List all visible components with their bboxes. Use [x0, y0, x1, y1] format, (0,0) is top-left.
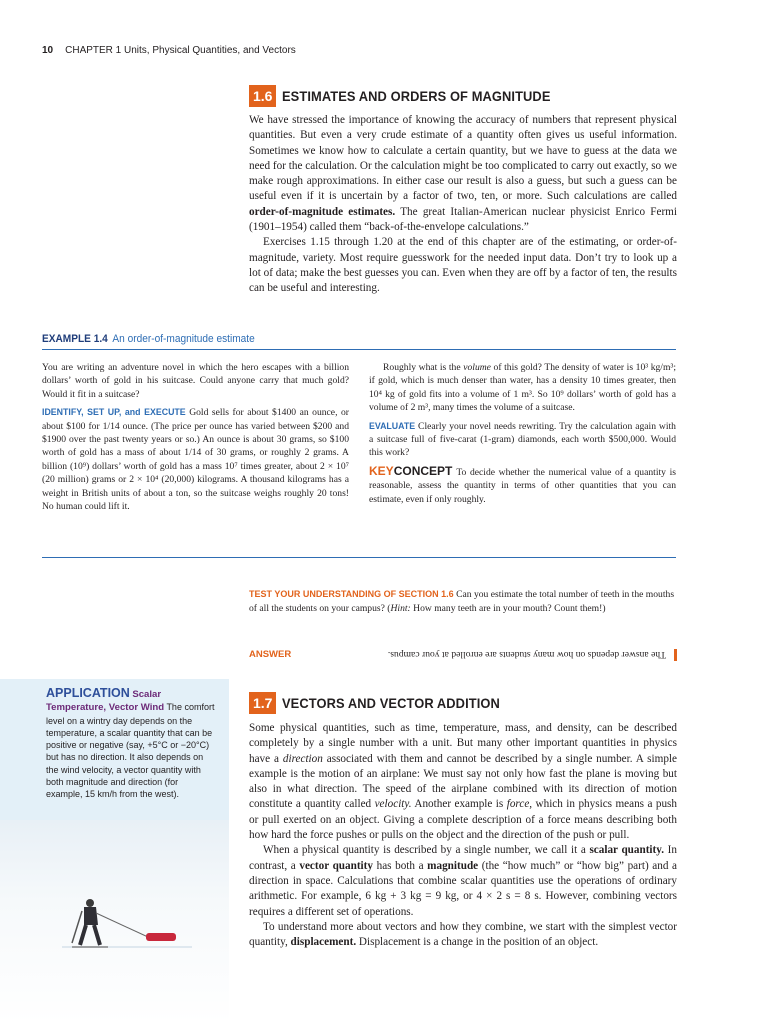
skier-head: [86, 899, 94, 907]
term-bold: scalar quantity.: [589, 844, 665, 857]
sled-rope: [96, 913, 148, 937]
example-label: EXAMPLE 1.4: [42, 333, 108, 345]
text-run: of this gold? The density of water is 10³ kg/m³; if gold, which is much denser than water, has a density 10 times greater, then 10⁴ kg of gold fits into a volume of 1 m³. So 10⁹ dollars’ worth of gold has a volume of 2 m³, many times the volume of a suitcase.: [369, 362, 676, 414]
skier-legs: [80, 925, 100, 945]
red-sled: [146, 933, 176, 941]
application-body: The comfort level on a wintry day depends on the temperature, a scalar quantity that can be positive or negative (say, +5°C or −20°C) but has no direction. It also depends on the wind velocity, a vector quantity with both magnitude and direction (for example, 15 km/h from the west).: [46, 702, 215, 800]
paragraph: [249, 920, 677, 951]
text-run: has both a: [373, 859, 428, 872]
text-run: To understand more about vectors and how they combine, we start with the simplest vector quantity,: [249, 920, 677, 949]
section-1-6-heading: [249, 84, 574, 108]
section-title: ESTIMATES AND ORDERS OF MAGNITUDE: [282, 88, 551, 104]
application-text-block: [46, 687, 216, 801]
evaluate-label: EVALUATE: [369, 420, 416, 431]
step-text: Gold sells for about $1400 an ounce, or about $100 for 1/14 ounce. (The price per ounce has varied between $200 and $1900 over the past twenty years or so.) An ounce is about 30 grams, so $100 worth of gold has a mass of about 1/14 of 30 grams, or roughly 2 grams. A billion (10⁹) dollars’ worth of gold has a mass 10⁷ times greater, about 2 × 10⁷ (20 million) grams or 2 × 10⁴ (20,000) kilograms. A thousand kilograms has a weight in British units of about a ton, so the suitcase weighs roughly 20 tons! No human could lift it.: [42, 407, 349, 513]
term-bold: magnitude: [427, 859, 479, 872]
text-run: Another example is: [411, 798, 507, 811]
volume-paragraph: [369, 361, 676, 415]
section-1-7-body: [249, 721, 677, 950]
evaluate-text: Clearly your novel needs rewriting. Try the calculation again with a suitcase full of five-carat (1-gram) diamonds, each worth $500,000. Would this work?: [369, 420, 676, 459]
example-step-execute: [42, 406, 349, 513]
text-run: When a physical quantity is described by a single number, we call it a: [263, 844, 590, 857]
section-1-6-body: [249, 113, 677, 297]
italic-term: velocity.: [374, 798, 412, 811]
example-top-rule: [42, 349, 676, 350]
page-number: 10: [42, 45, 54, 56]
text-run: (the “how much” or “how big” part) and a direction in space. Calculations that combine scalar quantities use the operations of ordinary arithmetic. For example, 6 kg + 3 kg = 9 kg, or 4 × 2 s = 8 s. However, combining vectors requires a different set of operations.: [249, 859, 677, 918]
term-bold: vector quantity: [299, 859, 373, 872]
application-title-a: Scalar: [132, 689, 162, 700]
text-run: associated with them and cannot be described by a single number. A simple example is the motion of an airplane: We must say not only how fast the plane is moving but also in what direction. The speed of the airplane combined with its direction of motion constitute a quantity called: [249, 752, 677, 811]
application-label: APPLICATION: [46, 686, 130, 700]
italic-term: volume: [463, 362, 491, 373]
term-bold: order-of-magnitude estimates.: [249, 205, 396, 218]
paragraph: [249, 113, 677, 235]
text-run: Some physical quantities, such as time, temperature, mass, and density, can be described completely by a single number with a unit. But many other important quantities in physics have a: [249, 722, 677, 765]
paragraph: Exercises 1.15 through 1.20 at the end of this chapter are of the estimating, or order-of-magnitude, variety. Most require guesswork for the needed input data. Don’t try to look up a lot of data; make the best guesses you can. Even when they are off by a factor of ten, the results can be useful and interesting.: [249, 236, 677, 295]
italic-term: force,: [506, 798, 533, 811]
tyu-text: How many teeth are in your mouth? Count them!): [410, 602, 606, 614]
paragraph: [249, 721, 677, 843]
text-run: Displacement is a change in the position of an object.: [356, 936, 599, 949]
example-heading: [42, 333, 255, 345]
evaluate-paragraph: [369, 420, 676, 460]
polar-skier-photo: [62, 893, 192, 953]
section-title: VECTORS AND VECTOR ADDITION: [282, 695, 501, 711]
upside-down-answer: [355, 649, 677, 661]
step-label: IDENTIFY, SET UP, and EXECUTE: [42, 407, 186, 418]
tyu-text: Can you estimate the total number of teeth in the mouths of all the students on your campus? (: [249, 589, 675, 614]
example-bottom-rule: [42, 557, 676, 558]
example-title: An order-of-magnitude estimate: [112, 333, 255, 345]
section-1-7-heading: [249, 691, 519, 715]
paragraph: [249, 843, 677, 919]
running-header: [42, 45, 296, 56]
italic-term: direction: [282, 752, 323, 765]
text-run: We have stressed the importance of knowing the accuracy of numbers that represent physical quantities. But even a very crude estimate of a quantity often gives us useful information. Sometimes we know how to calculate a certain quantity, but we have to guess at the data we need for the calculation. Or the calculation might be too complicated to carry out exactly, so we make rough approximations. In either case our result is also a guess, but such a guess can be useful even if it is uncertain by a factor of two, ten, or more. Such calculations are called: [249, 114, 677, 203]
text-run: Roughly what is the: [383, 362, 464, 373]
text-run: which in physics means a push or pull exerted on an object. Giving a complete description of a force means describing both how hard the force pushes or pulls on the object and the direction of the push or pull.: [249, 798, 677, 842]
answer-text: The answer depends on how many students are enrolled at your campus.: [387, 649, 666, 661]
running-title: CHAPTER 1 Units, Physical Quantities, and Vectors: [65, 45, 296, 56]
application-title-b: Temperature, Vector Wind: [46, 702, 165, 714]
example-intro: You are writing an adventure novel in which the hero escapes with a billion dollars’ worth of gold in his suitcase. Could anyone carry that much gold? Would it fit in a suitcase?: [42, 362, 349, 400]
key-concept-text: To decide whether the numerical value of a quantity is reasonable, assess the quantity in terms of other quantities that you can estimate, even if only roughly.: [369, 466, 676, 505]
section-number: 1.7: [249, 692, 276, 714]
hint-word: Hint:: [390, 602, 411, 614]
example-left-column: [42, 361, 349, 513]
answer-label: ANSWER: [249, 649, 292, 660]
example-right-column: [369, 361, 676, 506]
section-number: 1.6: [249, 85, 276, 107]
key-concept-key: KEY: [369, 463, 394, 478]
test-your-understanding: [249, 588, 677, 615]
text-run: In contrast, a: [249, 844, 677, 872]
text-run: The great Italian-American nuclear physicist Enrico Fermi (1901–1954) called them “back-of-the-envelope calculations.”: [249, 205, 677, 234]
tyu-label: TEST YOUR UNDERSTANDING OF SECTION 1.6: [249, 589, 454, 599]
key-concept-paragraph: [369, 465, 676, 506]
key-concept-concept: CONCEPT: [393, 463, 453, 478]
answer-bar: [674, 649, 677, 661]
skier-body: [84, 907, 98, 925]
term-bold: displacement.: [290, 936, 357, 949]
